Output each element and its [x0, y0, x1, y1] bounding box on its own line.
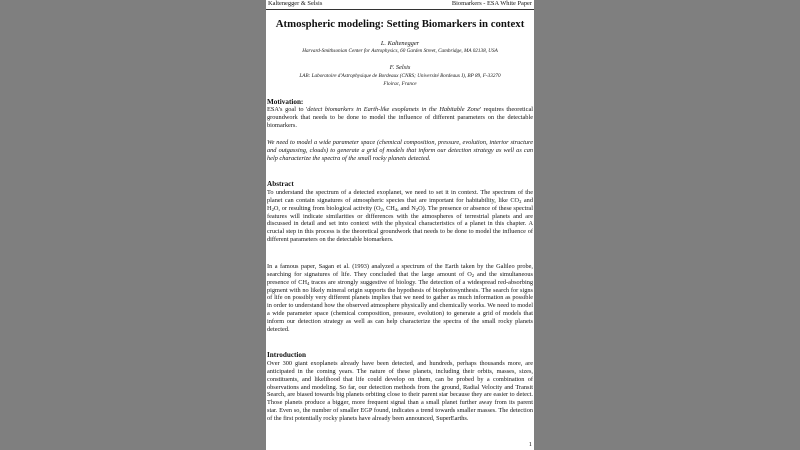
- page-number: 1: [528, 441, 532, 448]
- header-series: Biomarkers - ESA White Paper: [451, 0, 532, 7]
- abstract-heading: Abstract: [267, 180, 294, 188]
- author-name-1: L. Kaltenegger: [380, 40, 420, 47]
- motivation-heading: Motivation:: [267, 98, 304, 106]
- running-header: [266, 0, 534, 8]
- abstract-paragraph-1: To understand the spectrum of a detected exoplanet, we need to set it in context. The spectrum of the planet can contain signatures of atmospheric species that are important for habitability, like $CO_2$ and $H_2O$, or resulting from biological activity ($O_2$, $CH_4$, and $N_2O$). The presence or absence of these spectral features will indicate similarities or differences with the atmospheres of terrestrial planets and are discussed in detail and set into context with the physical characteristics of a planet in this chapter. A crucial step in this process is the theoretical groundwork that needs to be done to model the influence of different parameters on the detectable biomarkers.: [267, 189, 533, 244]
- motivation-paragraph-1: ESA's goal to 'detect biomarkers in Earth-like exoplanets in the Habitable Zone' requires theoretical groundwork that needs to be done to model the influence of different parameters on the detectable biomarkers.: [267, 106, 533, 129]
- abstract-paragraph-2: In a famous paper, Sagan et al. (1993) analyzed a spectrum of the Earth taken by the Galileo probe, searching for signatures of life. They concluded that the large amount of $O_2$ and the simultaneous presence of $CH_4$ traces are strongly suggestive of biology. The detection of a widespread red-absorbing pigment with no likely mineral origin supports the hypothesis of biophotosynthesis. The search for signs of life on possibly very different planets implies that we need to gather as much information as possible in order to understand how the observed atmosphere physically and chemically works. We need to model a wide parameter space (chemical composition, pressure, evolution) to generate a grid of models that inform our detection strategy as well as can help characterize the spectra of the small rocky planets detected.: [267, 263, 533, 333]
- author-affiliation-2-line-1: LAB: Laboratoire d'Astrophysique de Bordeaux (CNRS; Université Bordeaux I), BP 89, F-33270: [299, 73, 501, 79]
- motivation-paragraph-2: We need to model a wide parameter space (chemical composition, pressure, evolution, interior structure and outgassing, clouds) to generate a grid of models that inform our detection strategy as well as can help characterize the spectra of the small rocky planets detected.: [267, 139, 533, 162]
- introduction-heading: Introduction: [267, 351, 307, 359]
- paper-page: [266, 0, 534, 450]
- introduction-paragraph-1: Over 300 giant exoplanets already have been detected, and hundreds, perhaps thousands more, are anticipated in the coming years. The nature of these planets, including their orbits, masses, sizes, constituents, and likelihood that life could develop on them, can be probed by a combination of observations and modeling. So far, our detection methods from the ground, Radial Velocity and Transit Search, are biased towards big planets orbiting close to their parent star because they are easier to detect. Those planets produce a bigger, more frequent signal than a small planet further away from its parent star. Even so, the number of smaller EGP found, indicates a trend towards smaller masses. The detection of the first potentially rocky planets have already been announced, SuperEarths.: [267, 360, 533, 422]
- header-authors: Kaltenegger & Selsis: [268, 0, 323, 7]
- author-affiliation-2-line-2: Floirac, France: [383, 81, 417, 87]
- paper-title: Atmospheric modeling: Setting Biomarkers in context: [275, 18, 525, 30]
- author-name-2: F. Selsis: [389, 64, 411, 71]
- header-rule: [266, 9, 534, 10]
- author-affiliation-1: Harvard-Smithsonian Center for Astrophysics, 60 Garden Street, Cambridge, MA 02138, USA: [302, 48, 498, 54]
